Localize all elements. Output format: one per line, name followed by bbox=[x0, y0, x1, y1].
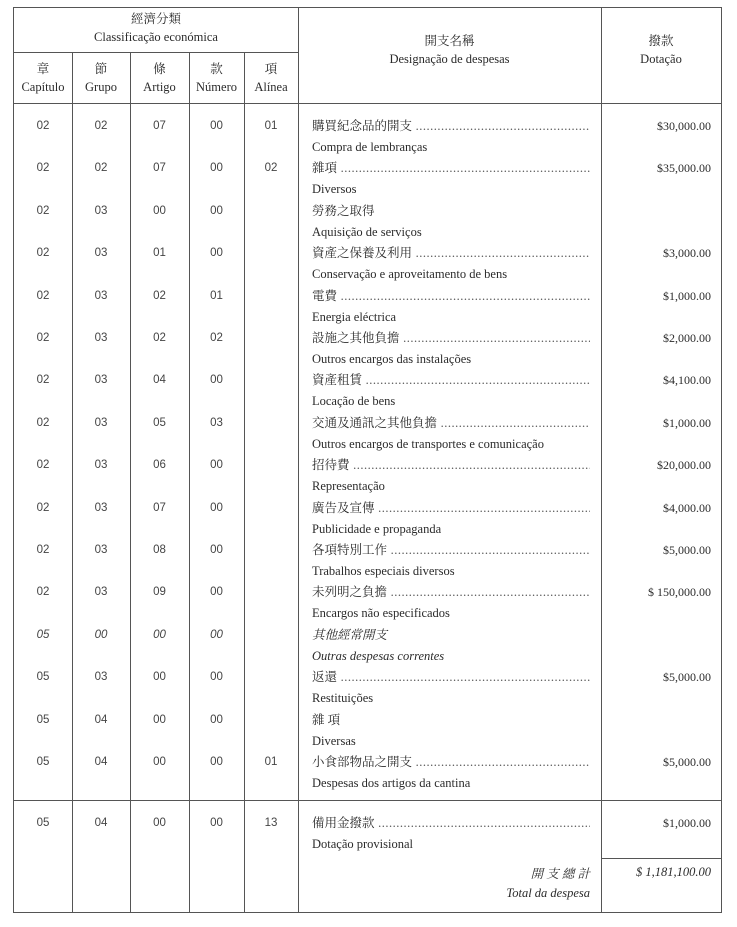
budget-table bbox=[13, 7, 722, 913]
artigo-cell: 01 bbox=[153, 247, 166, 260]
amount-cell: $1,000.00 bbox=[663, 288, 711, 303]
artigo-cell: 07 bbox=[153, 120, 166, 132]
header-bottom-line bbox=[14, 103, 721, 104]
classification-underline bbox=[14, 52, 298, 53]
grupo-cell: 03 bbox=[94, 416, 108, 429]
designation-cn-cell: 購買紀念品的開支 ..... bbox=[312, 116, 590, 137]
capitulo-cell: 05 bbox=[36, 817, 50, 829]
table-row-pt bbox=[14, 561, 721, 582]
numero-cell: 01 bbox=[210, 289, 223, 302]
amount-cell: $ 150,000.00 bbox=[648, 585, 711, 600]
column-header-capitulo bbox=[14, 60, 72, 96]
capitulo-cell: 02 bbox=[36, 204, 50, 217]
numero-cn: 款 bbox=[210, 62, 223, 76]
artigo-cell: 02 bbox=[153, 289, 166, 302]
capitulo-cell: 05 bbox=[36, 671, 50, 684]
table-row bbox=[14, 201, 721, 222]
capitulo-cell: 02 bbox=[36, 586, 50, 599]
designation-pt-cell: Despesas dos artigos da cantina bbox=[312, 776, 471, 790]
artigo-cell: 07 bbox=[153, 501, 166, 514]
artigo-cell: 06 bbox=[153, 459, 166, 472]
designation-pt-cell: Conservação e aproveitamento de bens bbox=[312, 267, 508, 282]
numero-cell: 00 bbox=[210, 817, 223, 829]
numero-cell: 00 bbox=[210, 756, 223, 768]
capitulo-cn: 章 bbox=[36, 62, 50, 76]
artigo-cell: 07 bbox=[153, 162, 166, 175]
total-amount: $ 1,181,100.00 bbox=[636, 865, 711, 879]
numero-cell: 00 bbox=[210, 459, 223, 472]
amount-cell: $1,000.00 bbox=[663, 816, 711, 830]
grupo-cell: 03 bbox=[94, 247, 108, 260]
table-row-pt bbox=[14, 391, 721, 412]
capitulo-cell: 02 bbox=[36, 501, 50, 514]
grupo-cell: 02 bbox=[94, 162, 108, 175]
alinea-cell: 01 bbox=[264, 120, 278, 132]
table-row bbox=[14, 328, 721, 349]
capitulo-cell: 02 bbox=[36, 120, 50, 132]
amount-cell: $1,000.00 bbox=[663, 415, 711, 430]
numero-cell: 03 bbox=[210, 416, 223, 429]
capitulo-cell: 02 bbox=[36, 332, 50, 344]
designation-pt-cell: Trabalhos especiais diversos bbox=[312, 564, 455, 578]
amount-cell: $35,000.00 bbox=[657, 161, 711, 176]
table-row-pt bbox=[14, 222, 721, 243]
numero-cell: 00 bbox=[210, 713, 223, 726]
table-row bbox=[14, 582, 721, 603]
alinea-pt: Alínea bbox=[254, 80, 288, 94]
numero-cell: 00 bbox=[210, 544, 223, 556]
table-row bbox=[14, 498, 721, 519]
numero-cell: 00 bbox=[210, 162, 223, 175]
designation-cn-cell: 資產之保養及利用 ..... bbox=[312, 243, 590, 264]
grupo-cell: 03 bbox=[94, 586, 108, 599]
table-row bbox=[14, 413, 721, 434]
column-header-alinea bbox=[244, 60, 298, 96]
designation-cn-cell: 設施之其他負擔 ..... bbox=[312, 328, 590, 349]
grupo-cell: 04 bbox=[94, 756, 108, 768]
artigo-cell: 00 bbox=[153, 204, 166, 217]
numero-cell: 02 bbox=[210, 332, 223, 344]
capitulo-cell: 05 bbox=[36, 756, 50, 768]
artigo-cell: 02 bbox=[153, 332, 166, 344]
grupo-pt: Grupo bbox=[85, 80, 117, 94]
numero-cell: 00 bbox=[210, 120, 223, 132]
dotacao-cn: 撥款 bbox=[648, 34, 674, 48]
table-row bbox=[14, 158, 721, 179]
designation-pt-cell: Locação de bens bbox=[312, 394, 396, 409]
alinea-cn: 項 bbox=[264, 62, 278, 76]
designation-pt-cell: Encargos não especificados bbox=[312, 606, 450, 621]
total-label-cn: 開 支 總 計 bbox=[530, 867, 590, 881]
designation-cn-cell: 小食部物品之開支 ..... bbox=[312, 752, 590, 773]
alinea-cell: 01 bbox=[264, 756, 278, 768]
designation-cn-cell: 資產租賃 ..... bbox=[312, 370, 590, 391]
amount-cell: $30,000.00 bbox=[657, 119, 711, 133]
designation-header bbox=[298, 32, 601, 68]
table-row bbox=[14, 455, 721, 476]
designation-pt-cell: Outros encargos de transportes e comunicação bbox=[312, 436, 544, 451]
numero-cell: 00 bbox=[210, 586, 223, 599]
table-row-pt bbox=[14, 519, 721, 540]
capitulo-cell: 05 bbox=[36, 628, 50, 641]
grupo-cell: 03 bbox=[94, 332, 108, 344]
table-row bbox=[14, 752, 721, 773]
amount-cell: $4,100.00 bbox=[663, 373, 711, 388]
numero-cell: 00 bbox=[210, 671, 223, 684]
designation-cn-cell: 返還 ..... bbox=[312, 667, 590, 688]
column-header-numero bbox=[189, 60, 244, 96]
table-row-pt bbox=[14, 476, 721, 497]
designation-cn-cell: 交通及通訊之其他負擔 ..... bbox=[312, 413, 590, 434]
table-row-provisional bbox=[14, 813, 721, 834]
alinea-cell: 02 bbox=[264, 162, 278, 175]
table-row bbox=[14, 625, 721, 646]
numero-cell: 00 bbox=[210, 374, 223, 387]
amount-cell: $5,000.00 bbox=[663, 755, 711, 769]
artigo-cn: 條 bbox=[153, 62, 166, 76]
amount-cell: $20,000.00 bbox=[657, 458, 711, 473]
numero-cell: 00 bbox=[210, 247, 223, 260]
grupo-cell: 00 bbox=[94, 628, 108, 641]
designation-pt-cell: Publicidade e propaganda bbox=[312, 521, 442, 536]
artigo-cell: 08 bbox=[153, 544, 166, 556]
designation-cn: 開支名稱 bbox=[424, 34, 475, 48]
table-row bbox=[14, 710, 721, 731]
capitulo-cell: 02 bbox=[36, 289, 50, 302]
capitulo-pt: Capítulo bbox=[21, 80, 65, 94]
capitulo-cell: 02 bbox=[36, 247, 50, 260]
table-row-pt bbox=[14, 137, 721, 158]
artigo-cell: 04 bbox=[153, 374, 166, 387]
capitulo-cell: 02 bbox=[36, 544, 50, 556]
economic-classification-cn: 經濟分類 bbox=[130, 12, 181, 26]
alinea-cell: 13 bbox=[264, 817, 278, 829]
capitulo-cell: 02 bbox=[36, 459, 50, 472]
table-row-pt bbox=[14, 434, 721, 455]
designation-cn-cell: 未列明之負擔 ..... bbox=[312, 582, 590, 603]
amount-cell: $3,000.00 bbox=[663, 246, 711, 261]
column-header-grupo bbox=[72, 60, 130, 96]
table-row-pt bbox=[14, 307, 721, 328]
designation-pt-cell: Restituições bbox=[312, 691, 374, 706]
table-row-provisional-pt bbox=[14, 834, 721, 855]
artigo-cell: 00 bbox=[153, 817, 166, 829]
total-top-line bbox=[601, 858, 721, 859]
table-row-pt bbox=[14, 603, 721, 624]
table-row-pt bbox=[14, 731, 721, 752]
designation-pt-cell: Compra de lembranças bbox=[312, 140, 428, 154]
numero-pt: Número bbox=[196, 80, 237, 94]
designation-pt-cell: Outras despesas correntes bbox=[312, 648, 445, 663]
designation-cn-cell: 招待費 ..... bbox=[312, 455, 590, 476]
grupo-cell: 03 bbox=[94, 374, 108, 387]
capitulo-cell: 02 bbox=[36, 162, 50, 175]
table-row bbox=[14, 667, 721, 688]
designation-cn-cell: 雜 項 bbox=[312, 712, 341, 727]
table-row bbox=[14, 243, 721, 264]
designation-cn-cell: 備用金撥款 ..... bbox=[312, 813, 590, 834]
table-row bbox=[14, 540, 721, 561]
artigo-cell: 00 bbox=[153, 628, 166, 641]
amount-cell: $5,000.00 bbox=[663, 670, 711, 685]
total-label-pt: Total da despesa bbox=[506, 886, 590, 900]
table-row-pt bbox=[14, 773, 721, 794]
artigo-cell: 09 bbox=[153, 586, 166, 599]
dotacao-pt: Dotação bbox=[640, 52, 682, 66]
designation-pt-cell: Diversas bbox=[312, 733, 356, 748]
numero-cell: 00 bbox=[210, 501, 223, 514]
grupo-cell: 03 bbox=[94, 289, 108, 302]
grupo-cell: 04 bbox=[94, 817, 108, 829]
designation-pt-cell: Dotação provisional bbox=[312, 837, 414, 851]
artigo-pt: Artigo bbox=[143, 80, 176, 94]
artigo-cell: 00 bbox=[153, 713, 166, 726]
designation-cn-cell: 廣告及宣傳 ..... bbox=[312, 498, 590, 519]
designation-pt: Designação de despesas bbox=[389, 52, 510, 66]
designation-cn-cell: 各項特別工作 ..... bbox=[312, 540, 590, 561]
artigo-cell: 00 bbox=[153, 756, 166, 768]
table-row bbox=[14, 116, 721, 137]
designation-cn-cell: 電費 ..... bbox=[312, 286, 590, 307]
amount-cell: $2,000.00 bbox=[663, 331, 711, 345]
table-row-pt bbox=[14, 646, 721, 667]
artigo-cell: 00 bbox=[153, 671, 166, 684]
table-row bbox=[14, 286, 721, 307]
amount-cell: $4,000.00 bbox=[663, 500, 711, 515]
grupo-cell: 03 bbox=[94, 671, 108, 684]
table-row-pt bbox=[14, 688, 721, 709]
capitulo-cell: 02 bbox=[36, 374, 50, 387]
artigo-cell: 05 bbox=[153, 416, 166, 429]
grupo-cell: 03 bbox=[94, 544, 108, 556]
grupo-cell: 03 bbox=[94, 459, 108, 472]
table-row-pt bbox=[14, 179, 721, 200]
grupo-cell: 03 bbox=[94, 501, 108, 514]
table-row-pt bbox=[14, 349, 721, 370]
designation-pt-cell: Diversos bbox=[312, 182, 357, 197]
designation-cn-cell: 雜項 ..... bbox=[312, 158, 590, 179]
economic-classification-header bbox=[14, 10, 298, 46]
capitulo-cell: 05 bbox=[36, 713, 50, 726]
table-row-pt bbox=[14, 264, 721, 285]
section-divider-line bbox=[14, 800, 721, 801]
designation-cn-cell: 其他經常開支 bbox=[312, 627, 388, 642]
numero-cell: 00 bbox=[210, 204, 223, 217]
dotacao-header bbox=[601, 32, 721, 68]
grupo-cell: 04 bbox=[94, 713, 108, 726]
designation-pt-cell: Aquisição de serviços bbox=[312, 224, 422, 239]
designation-pt-cell: Outros encargos das instalações bbox=[312, 352, 472, 366]
grupo-cell: 02 bbox=[94, 120, 108, 132]
capitulo-cell: 02 bbox=[36, 416, 50, 429]
table-row bbox=[14, 370, 721, 391]
grupo-cn: 節 bbox=[94, 62, 108, 76]
economic-classification-pt: Classificação económica bbox=[94, 30, 218, 44]
designation-pt-cell: Representação bbox=[312, 479, 385, 494]
numero-cell: 00 bbox=[210, 628, 223, 641]
designation-cn-cell: 勞務之取得 bbox=[312, 203, 375, 218]
column-header-artigo bbox=[130, 60, 189, 96]
designation-pt-cell: Energia eléctrica bbox=[312, 309, 397, 324]
grupo-cell: 03 bbox=[94, 204, 108, 217]
amount-cell: $5,000.00 bbox=[663, 543, 711, 557]
